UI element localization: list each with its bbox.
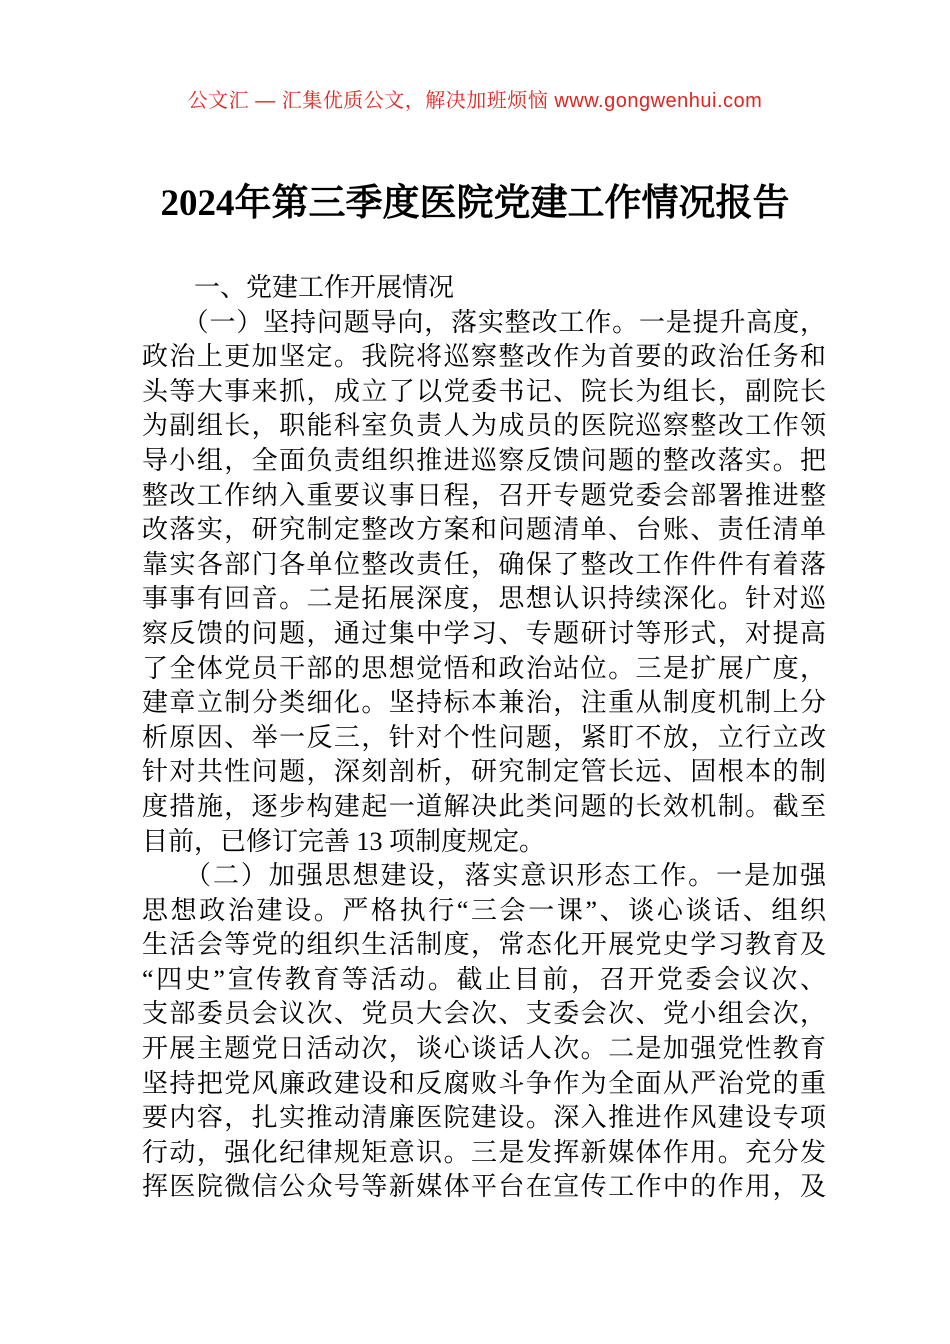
- body-line: 头等大事来抓，成立了以党委书记、院长为组长，副院长: [142, 376, 826, 406]
- body-line: 针对共性问题，深刻剖析，研究制定管长远、固根本的制: [142, 757, 826, 787]
- body-line: 整改工作纳入重要议事日程，召开专题党委会部署推进整: [142, 480, 826, 510]
- body-line: 政治上更加坚定。我院将巡察整改作为首要的政治任务和: [142, 342, 826, 372]
- document-title: 2024年第三季度医院党建工作情况报告: [160, 183, 790, 224]
- body-line: （二）加强思想建设，落实意识形态工作。一是加强: [142, 861, 826, 891]
- body-line: 为副组长，职能科室负责人为成员的医院巡察整改工作领: [142, 411, 826, 441]
- body-line: 事事有回音。二是拓展深度，思想认识持续深化。针对巡: [142, 584, 826, 614]
- body-line: 行动，强化纪律规矩意识。三是发挥新媒体作用。充分发: [142, 1137, 826, 1167]
- body-line: 改落实，研究制定整改方案和问题清单、台账、责任清单: [142, 515, 826, 545]
- body-line: 生活会等党的组织生活制度，常态化开展党史学习教育及: [142, 930, 826, 960]
- body-line: 了全体党员干部的思想觉悟和政治站位。三是扩展广度，: [142, 653, 826, 683]
- body-line: 支部委员会议次、党员大会次、支委会次、党小组会次，: [142, 999, 826, 1029]
- body-line: 目前，已修订完善 13 项制度规定。: [142, 826, 546, 856]
- body-line: 开展主题党日活动次，谈心谈话人次。二是加强党性教育: [142, 1034, 826, 1064]
- body-line: 思想政治建设。严格执行“三会一课”、谈心谈话、组织: [142, 895, 826, 925]
- body-line: 挥医院微信公众号等新媒体平台在宣传工作中的作用，及: [142, 1172, 826, 1202]
- body-line: （一）坚持问题导向，落实整改工作。一是提升高度，: [142, 307, 826, 337]
- body-line: “四史”宣传教育等活动。截止目前，召开党委会议次、: [142, 964, 826, 994]
- body-line: 析原因、举一反三，针对个性问题，紧盯不放，立行立改: [142, 722, 826, 752]
- document-body: [142, 271, 826, 1205]
- body-line: 导小组，全面负责组织推进巡察反馈问题的整改落实。把: [142, 445, 826, 475]
- body-line: 坚持把党风廉政建设和反腐败斗争作为全面从严治党的重: [142, 1068, 826, 1098]
- body-line: 度措施，逐步构建起一道解决此类问题的长效机制。截至: [142, 791, 826, 821]
- body-line: 要内容，扎实推动清廉医院建设。深入推进作风建设专项: [142, 1103, 826, 1133]
- watermark-promo-text: 公文汇 — 汇集优质公文，解决加班烦恼 www.gongwenhui.com: [187, 90, 763, 112]
- body-line: 察反馈的问题，通过集中学习、专题研讨等形式，对提高: [142, 618, 826, 648]
- body-line: 一、党建工作开展情况: [142, 273, 455, 302]
- body-line: 建章立制分类细化。坚持标本兼治，注重从制度机制上分: [142, 688, 826, 718]
- body-line: 靠实各部门各单位整改责任，确保了整改工作件件有着落: [142, 549, 826, 579]
